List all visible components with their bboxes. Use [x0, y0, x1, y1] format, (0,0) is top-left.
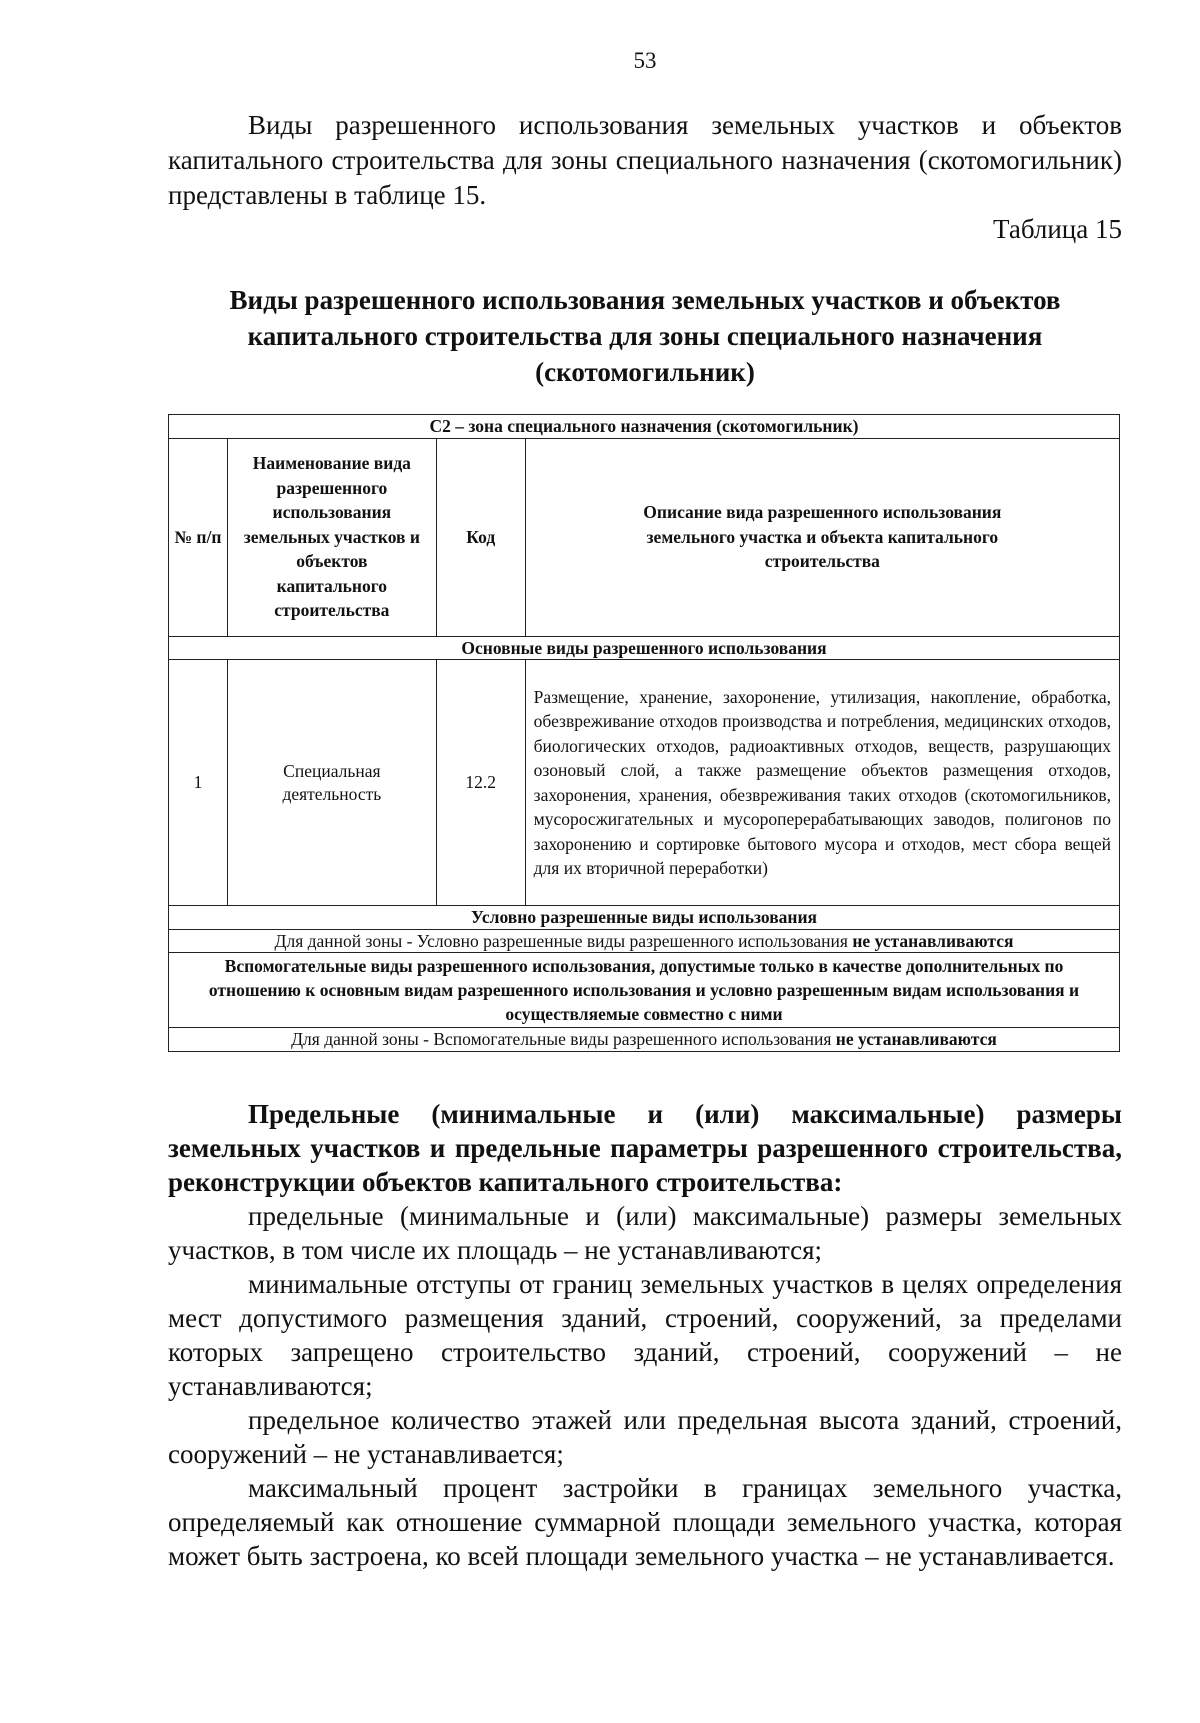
zone-header: С2 – зона специального назначения (скотомогильник) [169, 415, 1120, 439]
limits-section [168, 1097, 1122, 1573]
conditional-uses-note [169, 929, 1120, 953]
table-title-line: капитального строительства для зоны специального назначения [247, 321, 1043, 351]
auxiliary-note-text: Для данной зоны - Вспомогательные виды разрешенного использования [291, 1029, 836, 1049]
row-number: 1 [169, 660, 228, 906]
conditional-note-text: Для данной зоны - Условно разрешенные виды разрешенного использования [274, 930, 853, 951]
auxiliary-note-bold: не устанавливаются [835, 1029, 997, 1049]
row-description: Размещение, хранение, захоронение, утилизация, накопление, обработка, обезвреживание отходов производства и потребления, медицинских отходов, биологических отходов, радиоактивных отходов, веществ, разрушающих озоновый слой, а также размещение объектов размещения отходов, захоронения, хранения, обезвреживания таких отходов (скотомогильников, мусоросжигательных и мусороперерабатывающих заводов, полигонов по захоронению и сортировке бытового мусора и отходов, мест сбора вещей для их вторичной переработки) [525, 660, 1119, 906]
column-header-number: № п/п [169, 438, 228, 636]
table-label: Таблица 15 [993, 214, 1122, 244]
conditional-uses-header: Условно разрешенные виды использования [169, 906, 1120, 930]
auxiliary-uses-header: Вспомогательные виды разрешенного использования, допустимые только в качестве дополнительных по отношению к основным видам разрешенного использования и условно разрешенным видам использования и осуществляемые совместно с ними [169, 953, 1120, 1028]
limits-item: предельное количество этажей или предельная высота зданий, строений, сооружений – не устанавливается; [168, 1405, 1122, 1469]
main-uses-header: Основные виды разрешенного использования [169, 636, 1120, 660]
limits-item: предельные (минимальные и (или) максимальные) размеры земельных участков, в том числе их площадь – не устанавливаются; [168, 1201, 1122, 1265]
column-header-code: Код [436, 438, 525, 636]
page-number: 53 [633, 48, 657, 73]
intro-text: Виды разрешенного использования земельных участков и объектов капитального строительства для зоны специального назначения (скотомогильник) представлены в таблице 15. [168, 110, 1122, 210]
table-title [168, 282, 1122, 390]
land-use-table [168, 414, 1120, 1052]
limits-heading: Предельные (минимальные и (или) максимальные) размеры земельных участков и предельные параметры разрешенного строительства, реконструкции объектов капитального строительства: [168, 1099, 1122, 1197]
auxiliary-uses-note [169, 1028, 1120, 1052]
limits-item: максимальный процент застройки в границах земельного участка, определяемый как отношение суммарной площади земельного участка, которая может быть застроена, ко всей площади земельного участка – не устанавливается. [168, 1473, 1122, 1571]
table-title-line: (скотомогильник) [535, 357, 755, 387]
intro-paragraph [168, 108, 1122, 213]
column-header-description: Описание вида разрешенного использования земельного участка и объекта капитального строительства [525, 438, 1119, 636]
table-title-line: Виды разрешенного использования земельных участков и объектов [229, 285, 1061, 315]
row-code: 12.2 [436, 660, 525, 906]
column-header-name: Наименование вида разрешенного использования земельных участков и объектов капитального строительства [227, 438, 436, 636]
row-use-name: Специальная деятельность [227, 660, 436, 906]
table-row [169, 660, 1120, 906]
limits-item: минимальные отступы от границ земельных участков в целях определения мест допустимого размещения зданий, строений, сооружений, за пределами которых запрещено строительство зданий, строений, сооружений – не устанавливаются; [168, 1269, 1122, 1401]
conditional-note-bold: не устанавливаются [852, 930, 1014, 951]
